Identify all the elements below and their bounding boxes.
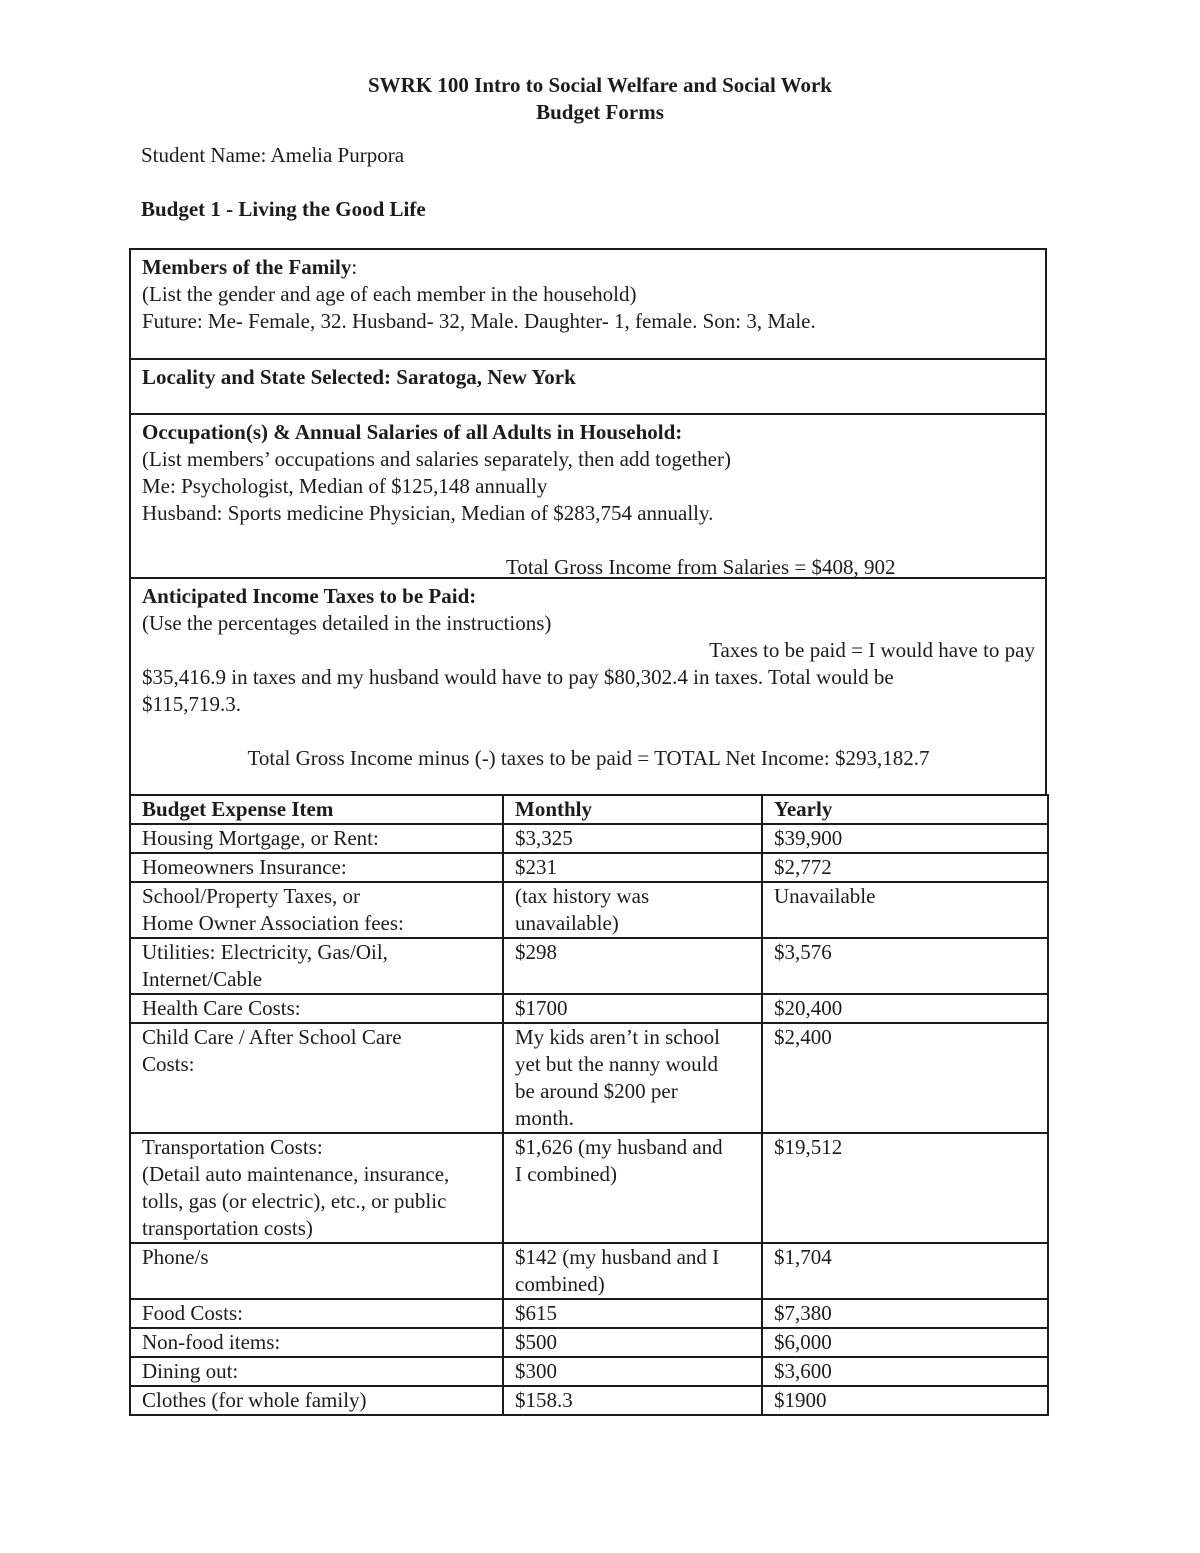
occupation-husband: Husband: Sports medicine Physician, Median of $283,754 annually. [142, 501, 714, 525]
expense-yearly: $7,380 [774, 1301, 832, 1325]
table-row [130, 1357, 1048, 1386]
net-income: Total Gross Income minus (-) taxes to be paid = TOTAL Net Income: $293,182.7 [247, 746, 930, 770]
taxes-section [131, 579, 1045, 796]
expense-item: Transportation Costs: [142, 1135, 323, 1159]
expense-yearly: $20,400 [774, 996, 843, 1020]
student-name-label: Student Name: [141, 143, 267, 167]
expense-monthly-cont: combined) [515, 1272, 605, 1296]
header-item: Budget Expense Item [130, 795, 503, 824]
locality-label: Locality and State Selected: [142, 365, 392, 389]
table-row [130, 882, 1048, 938]
document-header [0, 72, 1200, 126]
expense-table [129, 794, 1049, 1416]
family-instruction: (List the gender and age of each member in the household) [142, 282, 637, 306]
expense-item: Dining out: [142, 1359, 239, 1383]
expense-monthly-cont: I combined) [515, 1162, 618, 1186]
expense-monthly: $231 [515, 855, 557, 879]
expense-item: Non-food items: [142, 1330, 281, 1354]
expense-monthly: $300 [515, 1359, 557, 1383]
occupation-me: Me: Psychologist, Median of $125,148 annually [142, 474, 548, 498]
expense-item: Health Care Costs: [142, 996, 301, 1020]
expense-item: Homeowners Insurance: [142, 855, 347, 879]
expense-yearly: $3,600 [774, 1359, 832, 1383]
course-title: SWRK 100 Intro to Social Welfare and Social Work [368, 73, 832, 97]
expense-monthly: $500 [515, 1330, 557, 1354]
occupation-instruction: (List members’ occupations and salaries separately, then add together) [142, 447, 731, 471]
occupation-heading: Occupation(s) & Annual Salaries of all Adults in Household: [142, 420, 683, 444]
budget-title: Budget 1 - Living the Good Life [141, 197, 426, 221]
budget-info-box [129, 248, 1047, 796]
expense-item: Utilities: Electricity, Gas/Oil, [142, 940, 388, 964]
table-row [130, 938, 1048, 994]
expense-monthly: $3,325 [515, 826, 573, 850]
expense-yearly: $2,400 [774, 1025, 832, 1049]
expense-item: Phone/s [142, 1245, 209, 1269]
table-row [130, 1386, 1048, 1415]
expense-monthly-cont: unavailable) [515, 911, 619, 935]
occupation-section [131, 415, 1045, 579]
expense-monthly: My kids aren’t in school [515, 1025, 720, 1049]
taxes-instruction: (Use the percentages detailed in the instructions) [142, 611, 552, 635]
student-name-value: Amelia Purpora [270, 143, 405, 167]
expense-item: Clothes (for whole family) [142, 1388, 367, 1412]
expense-item-cont: Home Owner Association fees: [142, 911, 404, 935]
table-row [130, 994, 1048, 1023]
expense-header-row [130, 795, 1048, 824]
family-section: Members of the Family: (List the gender and age of each member in the household) Future: Me- Female, 32. Husband- 32, Male. Daughter- 1, female. Son: 3, Male. [131, 250, 1045, 360]
table-row [130, 1133, 1048, 1243]
expense-item-cont: tolls, gas (or electric), etc., or public [142, 1189, 447, 1213]
header-yearly: Yearly [762, 795, 1048, 824]
table-row [130, 824, 1048, 853]
expense-yearly: $3,576 [774, 940, 832, 964]
expense-item: School/Property Taxes, or [142, 884, 361, 908]
table-row [130, 1299, 1048, 1328]
taxes-line-2: $35,416.9 in taxes and my husband would have to pay $80,302.4 in taxes. Total would be [142, 665, 894, 689]
locality-value: Saratoga, New York [396, 365, 576, 389]
expense-item-cont: Internet/Cable [142, 967, 263, 991]
taxes-line-3: $115,719.3. [142, 692, 241, 716]
expense-yearly: $1900 [774, 1388, 827, 1412]
expense-item: Child Care / After School Care [142, 1025, 402, 1049]
family-heading: Members of the Family [142, 255, 352, 279]
expense-monthly-cont: be around $200 per [515, 1079, 678, 1103]
expense-monthly: $298 [515, 940, 557, 964]
expense-item: Housing Mortgage, or Rent: [142, 826, 379, 850]
expense-yearly: $19,512 [774, 1135, 843, 1159]
expense-yearly: $39,900 [774, 826, 843, 850]
table-row [130, 853, 1048, 882]
document-subtitle: Budget Forms [536, 100, 664, 124]
expense-item-cont: transportation costs) [142, 1216, 313, 1240]
expense-yearly: $2,772 [774, 855, 832, 879]
expense-yearly: Unavailable [774, 884, 876, 908]
header-monthly: Monthly [503, 795, 762, 824]
locality-section [131, 360, 1045, 415]
student-name-line [141, 143, 404, 168]
expense-monthly: (tax history was [515, 884, 650, 908]
expense-item-cont: Costs: [142, 1052, 195, 1076]
taxes-heading: Anticipated Income Taxes to be Paid: [142, 584, 477, 608]
expense-monthly: $142 (my husband and I [515, 1245, 720, 1269]
expense-monthly-cont: yet but the nanny would [515, 1052, 718, 1076]
family-details: Future: Me- Female, 32. Husband- 32, Male. Daughter- 1, female. Son: 3, Male. [142, 309, 816, 333]
expense-monthly: $615 [515, 1301, 557, 1325]
expense-monthly: $1700 [515, 996, 568, 1020]
table-row [130, 1328, 1048, 1357]
expense-item-cont: (Detail auto maintenance, insurance, [142, 1162, 450, 1186]
expense-monthly: $1,626 (my husband and [515, 1135, 723, 1159]
expense-yearly: $1,704 [774, 1245, 832, 1269]
expense-item: Food Costs: [142, 1301, 243, 1325]
expense-monthly-cont: month. [515, 1106, 574, 1130]
table-row [130, 1023, 1048, 1133]
expense-monthly: $158.3 [515, 1388, 573, 1412]
total-gross-income: Total Gross Income from Salaries = $408, 902 [506, 555, 896, 579]
table-row [130, 1243, 1048, 1299]
expense-yearly: $6,000 [774, 1330, 832, 1354]
taxes-line-1: Taxes to be paid = I would have to pay [709, 638, 1035, 662]
